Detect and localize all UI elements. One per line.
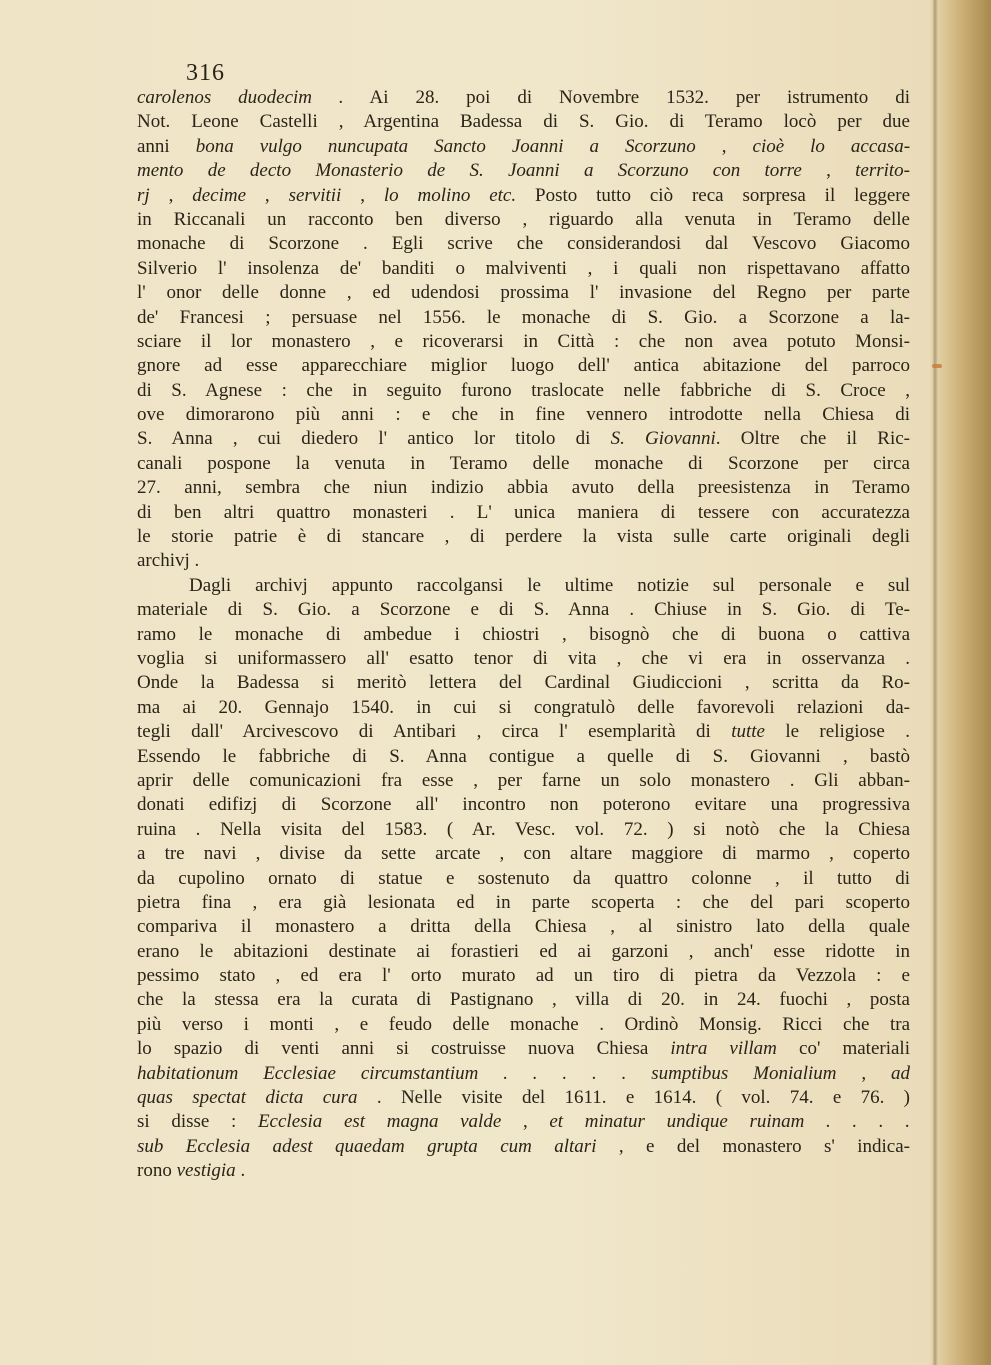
text-line: ma ai 20. Gennajo 1540. in cui si congratulò delle favorevoli relazioni da- (137, 696, 910, 718)
text-line: carolenos duodecim . Ai 28. poi di Novembre 1532. per istrumento di (137, 87, 910, 108)
text-line: si disse : Ecclesia est magna valde , et minatur undique ruinam . . . . (137, 1111, 910, 1133)
text-line: monache di Scorzone . Egli scrive che considerandosi dal Vescovo Giacomo (137, 233, 910, 255)
text-line: de' Francesi ; persuase nel 1556. le monache di S. Gio. a Scorzone a la- (137, 306, 910, 328)
text-line: Silverio l' insolenza de' banditi o malviventi , i quali non rispettavano affatto (137, 257, 910, 279)
text-line: più verso i monti , e feudo delle monache . Ordinò Monsig. Ricci che tra (137, 1013, 910, 1035)
text-line: di S. Agnese : che in seguito furono traslocate nelle fabbriche di S. Croce , (137, 379, 910, 401)
text-line: S. Anna , cui diedero l' antico lor titolo di S. Giovanni. Oltre che il Ric- (137, 428, 910, 450)
text-line: ramo le monache di ambedue i chiostri , bisognò che di buona o cattiva (137, 623, 910, 645)
text-line: canali pospone la venuta in Teramo delle monache di Scorzone per circa (137, 452, 910, 474)
text-line: donati edifizj di Scorzone all' incontro non poterono evitare una progressiva (137, 794, 910, 816)
text-line: a tre navi , divise da sette arcate , con altare maggiore di marmo , coperto (137, 843, 910, 865)
text-line: ruina . Nella visita del 1583. ( Ar. Vesc. vol. 72. ) si notò che la Chiesa (137, 818, 910, 840)
text-line: in Riccanali un racconto ben diverso , riguardo alla venuta in Teramo delle (137, 208, 910, 230)
text-line: archivj . (137, 550, 200, 572)
text-line: aprir delle comunicazioni fra esse , per farne un solo monastero . Gli abban- (137, 769, 910, 791)
text-line: le storie patrie è di stancare , di perdere la vista sulle carte originali degli (137, 526, 910, 548)
body-text (137, 86, 910, 1184)
text-line: voglia si uniformassero all' esatto tenor di vita , che vi era in osservanza . (137, 647, 910, 669)
page-edge-shadow (932, 0, 938, 1365)
text-line: pietra fina , era già lesionata ed in parte scoperta : che del pari scoperto (137, 891, 910, 913)
text-line: da cupolino ornato di statue e sostenuto da quattro colonne , il tutto di (137, 867, 910, 889)
text-line: Essendo le fabbriche di S. Anna contigue a quelle di S. Giovanni , bastò (137, 745, 910, 767)
text-line: quas spectat dicta cura . Nelle visite del 1611. e 1614. ( vol. 74. e 76. ) (137, 1087, 911, 1109)
text-line: Onde la Badessa si meritò lettera del Cardinal Giudiccioni , scritta da Ro- (137, 672, 910, 694)
text-line: ove dimorarono più anni : e che in fine vennero introdotte nella Chiesa di (137, 404, 910, 426)
text-line: compariva il monastero a dritta della Chiesa , al sinistro lato della quale (137, 916, 910, 938)
text-line: di ben altri quattro monasteri . L' unica maniera di tessere con accuratezza (137, 501, 910, 523)
text-line: sub Ecclesia adest quaedam grupta cum altari , e del monastero s' indica- (137, 1135, 910, 1157)
text-line: lo spazio di venti anni si costruisse nuova Chiesa intra villam co' materiali (137, 1038, 910, 1060)
page-edge-mark (932, 364, 942, 368)
text-line: 27. anni, sembra che niun indizio abbia avuto della preesistenza in Teramo (137, 477, 910, 499)
text-line: tegli dall' Arcivescovo di Antibari , circa l' esemplarità di tutte le religiose . (137, 721, 910, 743)
text-line: Not. Leone Castelli , Argentina Badessa di S. Gio. di Teramo locò per due (137, 111, 910, 133)
text-line: erano le abitazioni destinate ai forastieri ed ai garzoni , anch' esse ridotte in (137, 940, 910, 962)
text-line: habitationum Ecclesiae circumstantium . . . . . sumptibus Monialium , ad (137, 1062, 910, 1084)
text-line: rj , decime , servitii , lo molino etc. Posto tutto ciò reca sorpresa il leggere (137, 184, 911, 206)
text-line: che la stessa era la curata di Pastignano , villa di 20. in 24. fuochi , posta (137, 989, 910, 1011)
text-line: sciare il lor monastero , e ricoverarsi in Città : che non avea potuto Monsi- (137, 330, 910, 352)
text-line: mento de decto Monasterio de S. Joanni a Scorzuno con torre , territo- (137, 160, 911, 182)
text-line: Dagli archivj appunto raccolgansi le ultime notizie sul personale e sul (189, 574, 910, 596)
text-line: gnore ad esse apparecchiare miglior luogo dell' antica abitazione del parroco (137, 355, 910, 377)
text-line: pessimo stato , ed era l' orto murato ad un tiro di pietra da Vezzola : e (137, 965, 910, 987)
text-line: anni bona vulgo nuncupata Sancto Joanni a Scorzuno , cioè lo accasa- (137, 135, 911, 157)
text-line: l' onor delle donne , ed udendosi prossima l' invasione del Regno per parte (137, 282, 910, 304)
book-gutter (930, 0, 991, 1365)
page-number: 316 (186, 60, 225, 86)
text-line: materiale di S. Gio. a Scorzone e di S. Anna . Chiuse in S. Gio. di Te- (137, 599, 910, 621)
text-line: rono vestigia . (137, 1160, 246, 1182)
